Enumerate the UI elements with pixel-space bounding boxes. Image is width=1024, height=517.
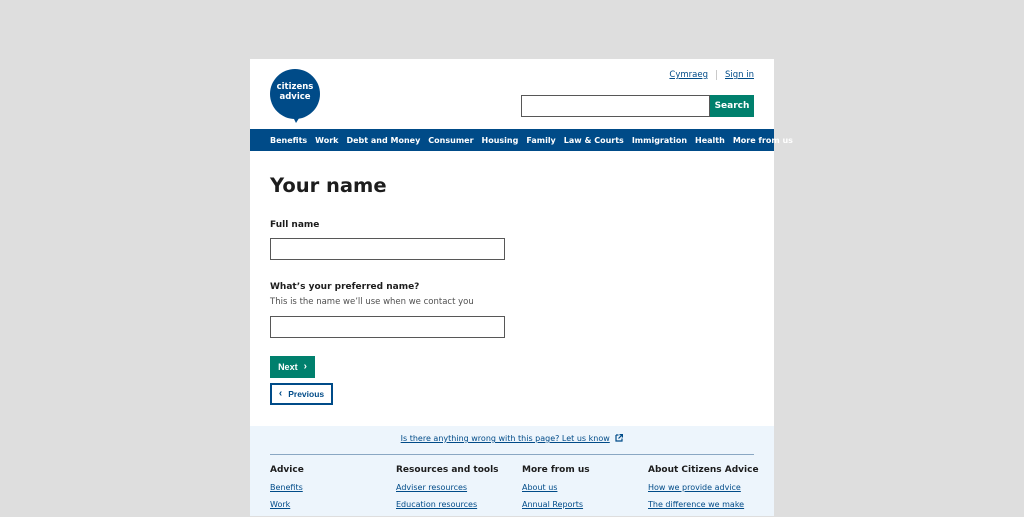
report-problem: [250, 434, 774, 443]
footer-column-about: [648, 465, 759, 517]
nav-item-work[interactable]: Work: [315, 135, 339, 145]
nav-item-immigration[interactable]: Immigration: [631, 135, 688, 145]
report-problem-link[interactable]: Is there anything wrong with this page? Let us know: [400, 434, 610, 443]
footer-link-benefits[interactable]: Benefits: [270, 483, 303, 492]
sign-in-link[interactable]: Sign in: [725, 70, 754, 80]
next-button-label: Next: [278, 362, 298, 372]
chevron-right-icon: ›: [303, 361, 307, 372]
nav-item-debt-and-money[interactable]: Debt and Money: [346, 135, 421, 145]
footer-heading-about: About Citizens Advice: [648, 465, 759, 475]
footer-link-annual-reports[interactable]: Annual Reports: [522, 500, 584, 509]
footer-divider: [270, 454, 754, 455]
citizens-advice-logo[interactable]: [270, 69, 320, 119]
main-content: [250, 175, 774, 338]
link-separator: [716, 70, 717, 80]
page-title: Your name: [270, 174, 387, 197]
footer-heading-more-from-us: More from us: [522, 465, 590, 475]
chevron-left-icon: ‹: [278, 388, 283, 399]
nav-item-benefits[interactable]: Benefits: [270, 135, 308, 145]
main-navigation: [250, 129, 793, 151]
search-button[interactable]: Search: [710, 95, 754, 117]
footer-link-about-us[interactable]: About us: [522, 483, 558, 492]
external-link-icon: [615, 434, 623, 442]
logo-text: [270, 82, 320, 102]
preferred-name-hint: This is the name we’ll use when we contact you: [270, 297, 474, 307]
footer-link-how-we-provide-advice[interactable]: How we provide advice: [648, 483, 741, 492]
previous-button-label: Previous: [288, 389, 325, 399]
site-header: [250, 59, 774, 129]
search-input[interactable]: [521, 95, 710, 117]
footer-column-more-from-us: [522, 465, 590, 517]
nav-item-law-and-courts[interactable]: Law & Courts: [563, 135, 624, 145]
logo-line-1: citizens: [276, 82, 314, 92]
language-and-account-links: [669, 70, 754, 80]
footer-link-work[interactable]: Work: [270, 500, 291, 509]
footer-column-advice: [270, 465, 304, 517]
next-button[interactable]: [270, 356, 315, 378]
preferred-name-input[interactable]: [270, 316, 505, 338]
previous-button[interactable]: [270, 383, 333, 405]
preferred-name-label: What’s your preferred name?: [270, 282, 420, 292]
footer-link-education-resources[interactable]: Education resources: [396, 500, 478, 509]
search-form: [521, 95, 754, 117]
cymraeg-link[interactable]: Cymraeg: [669, 70, 708, 80]
full-name-input[interactable]: [270, 238, 505, 260]
footer-column-resources: [396, 465, 499, 517]
footer-link-difference-we-make[interactable]: The difference we make: [648, 500, 745, 509]
site-footer: [250, 426, 774, 516]
page-container: [250, 59, 793, 512]
footer-heading-resources: Resources and tools: [396, 465, 499, 475]
nav-item-family[interactable]: Family: [526, 135, 556, 145]
logo-line-2: advice: [279, 92, 311, 102]
nav-item-health[interactable]: Health: [695, 135, 725, 145]
footer-link-adviser-resources[interactable]: Adviser resources: [396, 483, 468, 492]
nav-item-housing[interactable]: Housing: [481, 135, 519, 145]
nav-item-consumer[interactable]: Consumer: [428, 135, 474, 145]
footer-heading-advice: Advice: [270, 465, 304, 475]
nav-item-more-from-us[interactable]: More from us: [732, 135, 793, 145]
full-name-label: Full name: [270, 220, 320, 230]
